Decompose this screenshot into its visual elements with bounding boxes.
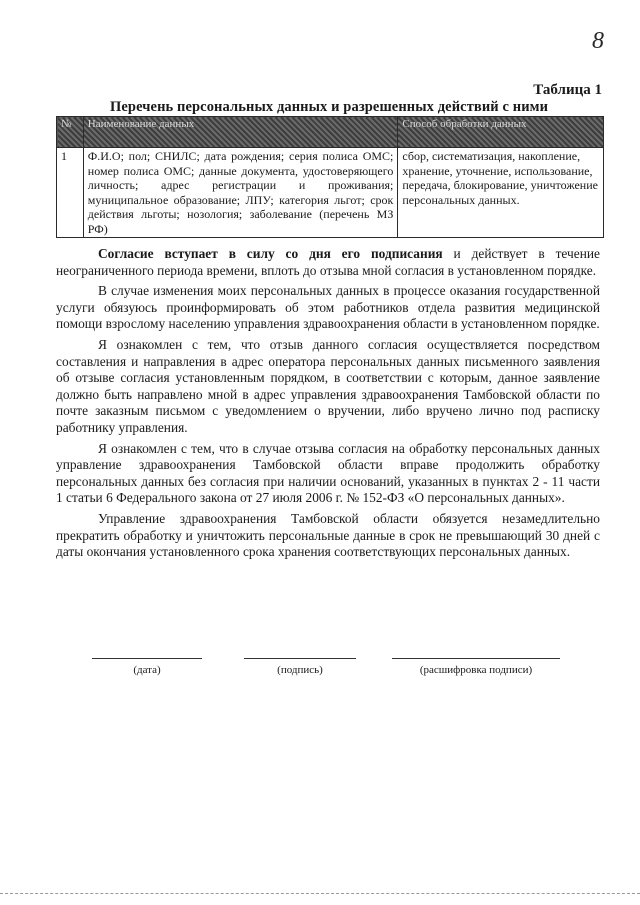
signature-line <box>244 658 356 659</box>
effective-rest: и действует в течение неограниченного периода времени, вплоть до отзыва мной согласия в установленном порядке. <box>56 246 600 278</box>
table-header-row <box>57 117 604 148</box>
header-data-name: Наименование данных <box>83 117 398 148</box>
decoding-label: (расшифровка подписи) <box>419 664 533 676</box>
paragraph-effective <box>56 246 600 279</box>
row-number: 1 <box>57 148 84 238</box>
personal-data-table <box>56 116 604 238</box>
paragraph-withdrawal: Я ознакомлен с тем, что отзыв данного согласия осуществляется посредством составления и направления в адрес оператора персональных данных письменного заявления об отзыве согласия установленным порядком, в соответствии с которым, данное заявление должно быть направлено мной в адрес управления здравоохранения Тамбовской области по почте заказным письмом с уведомлением о вручении, либо вручено лично под расписку работнику управления. <box>56 336 600 435</box>
header-processing-method: Способ обработки данных <box>398 117 604 148</box>
decoding-line <box>392 658 560 659</box>
page-number: 8 <box>592 28 604 54</box>
table-row <box>57 148 604 238</box>
row-data-list: Ф.И.О; пол; СНИЛС; дата рождения; серия полиса ОМС; номер полиса ОМС; данные документа, удостоверяющего личность; адрес регистрации и проживания; муниципальное образование; ЛПУ; категория льгот; срок действия льготы; нозология; заболевание (перечень МЗ РФ) <box>83 148 398 238</box>
signature-label: (подпись) <box>277 664 323 676</box>
table-caption: Таблица 1 <box>533 82 602 98</box>
page-bottom-rule <box>0 893 640 894</box>
row-actions: сбор, систематизация, накопление, хранение, уточнение, использование, передача, блокирование, уничтожение персональных данных. <box>398 148 604 238</box>
effective-bold: Согласие вступает в силу со дня его подписания <box>98 246 443 261</box>
paragraph-destruction: Управление здравоохранения Тамбовской области обязуется незамедлительно прекратить обработку и уничтожить персональные данные в срок не превышающий 30 дней с даты окончания установленного срока хранения соответствующих персональных данных. <box>56 510 600 560</box>
date-line <box>92 658 202 659</box>
consent-body <box>56 246 600 565</box>
header-number: № <box>57 117 84 148</box>
table-title: Перечень персональных данных и разрешенных действий с ними <box>110 99 549 115</box>
paragraph-changes: В случае изменения моих персональных данных в процессе оказания государственной услуги обязуюсь проинформировать об этом работников отдела развития медицинской помощи взрослому населению управления здравоохранения области в установленном порядке. <box>56 283 600 332</box>
paragraph-continue-processing: Я ознакомлен с тем, что в случае отзыва согласия на обработку персональных данных управление здравоохранения Тамбовской области вправе продолжить обработку персональных данных без согласия при наличии оснований, указанных в пунктах 2 - 11 части 1 статьи 6 Федерального закона от 27 июля 2006 г. № 152-ФЗ «О персональных данных». <box>56 440 600 506</box>
date-label: (дата) <box>133 664 161 676</box>
